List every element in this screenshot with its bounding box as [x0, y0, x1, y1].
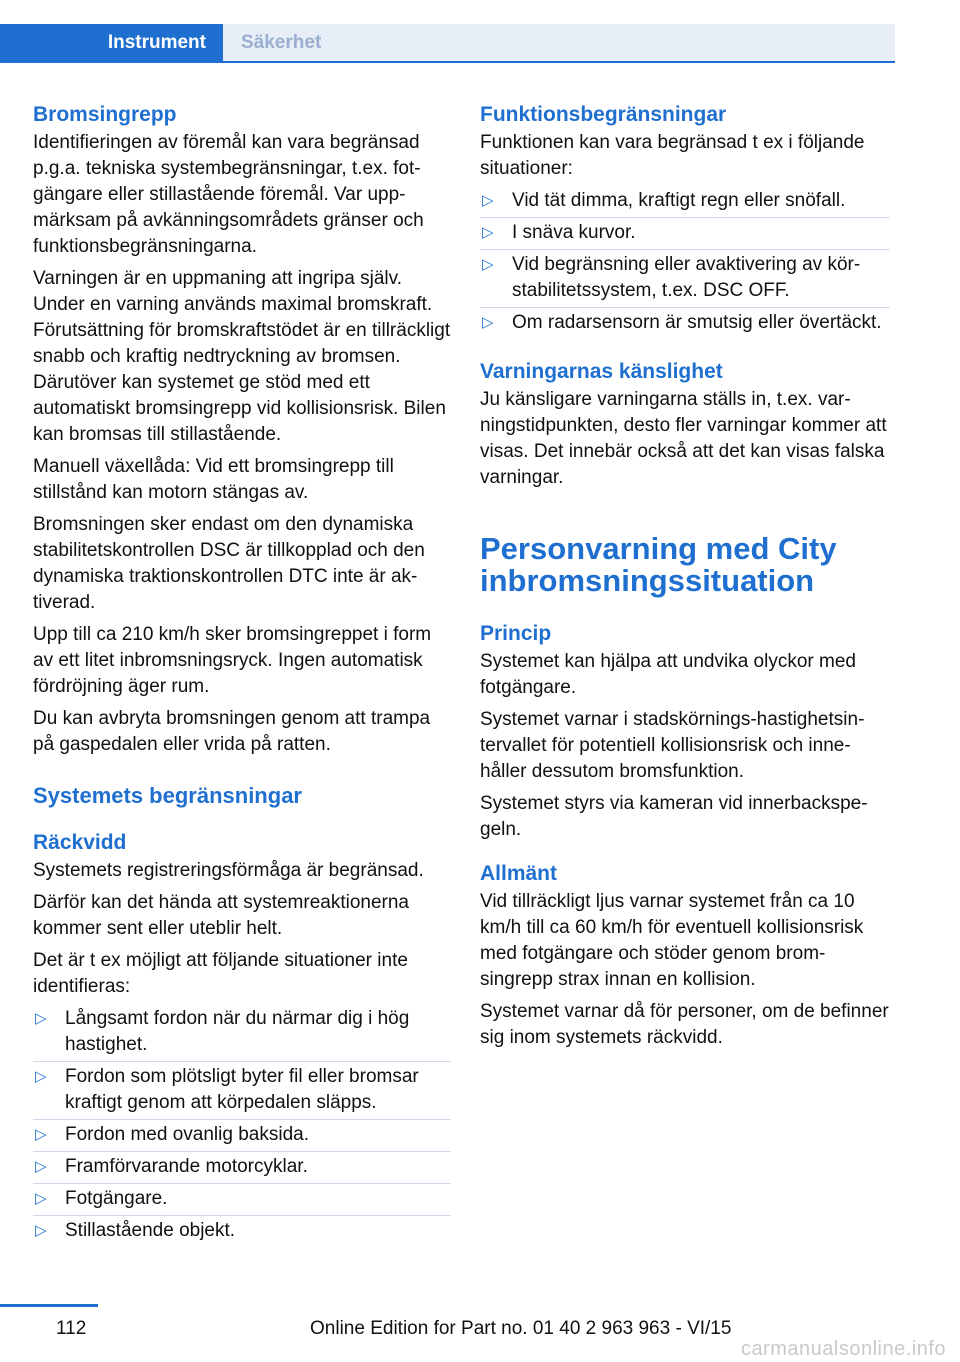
triangle-bullet-icon: ▷	[482, 314, 494, 331]
header-rule	[0, 61, 895, 63]
heading-funktionsbegransningar: Funktionsbegränsningar	[480, 103, 727, 126]
triangle-bullet-icon: ▷	[482, 192, 494, 209]
paragraph: Systemet varnar då för personer, om de befinner sig inom systemets räckvidd.	[480, 1001, 889, 1048]
page-number: 112	[56, 1318, 87, 1339]
tab-instrument[interactable]: Instrument	[0, 24, 223, 61]
left-column	[33, 100, 451, 1247]
watermark: carmanualsonline.info	[740, 1338, 946, 1360]
list-item: ▷ Vid tät dimma, kraftigt regn eller snöfall.	[482, 190, 846, 211]
heading-personvarning: Personvarning med City inbromsningssituation	[480, 531, 837, 598]
paragraph: Manuell växellåda: Vid ett bromsingrepp till stillstånd kan motorn stängas av.	[33, 456, 394, 503]
footer-rule	[0, 1304, 98, 1307]
triangle-bullet-icon: ▷	[482, 224, 494, 241]
heading-varningarnas-kanslighet: Varningarnas känslighet	[480, 360, 723, 383]
heading-bromsingrepp: Bromsingrepp	[33, 103, 177, 126]
paragraph: Upp till ca 210 km/h sker bromsingreppet i form av ett litet inbromsningsryck. Ingen automatisk fördröjning äger rum.	[33, 624, 432, 697]
heading-princip: Princip	[480, 622, 552, 645]
list-item: ▷ Framförvarande motorcyklar.	[33, 1151, 451, 1183]
paragraph: Systemet varnar i stadskörnings-hastighetsintervallet för potentiell kollisionsrisk och innehåller dessutom bromsfunktion.	[480, 709, 865, 782]
tab-sakerhet[interactable]: Säkerhet	[223, 24, 895, 61]
paragraph: Identifieringen av föremål kan vara begränsad p.g.a. tekniska systembegränsningar, t.ex. fotgängare eller stillastående föremål. Var uppmärksam på avkänningsområdets gränser och funktionsbegränsningarna.	[33, 132, 424, 257]
heading-rackvidd: Räckvidd	[33, 831, 127, 854]
list-item: ▷ Fotgängare.	[33, 1183, 451, 1215]
triangle-bullet-icon: ▷	[35, 1158, 47, 1175]
list-item: ▷ I snäva kurvor.	[480, 217, 890, 249]
paragraph: Det är t ex möjligt att följande situationer inte identifieras:	[33, 950, 408, 997]
paragraph: Systemet styrs via kameran vid innerbackspegeln.	[480, 793, 868, 840]
paragraph: Vid tillräckligt ljus varnar systemet från ca 10 km/h till ca 60 km/h för eventuell kollisionsrisk med fotgängare och stöder genom bromsingrepp strax innan en kollision.	[480, 891, 864, 990]
right-column	[480, 100, 890, 1051]
header	[0, 0, 960, 64]
paragraph: Funktionen kan vara begränsad t ex i följande situationer:	[480, 132, 865, 179]
triangle-bullet-icon: ▷	[35, 1190, 47, 1207]
triangle-bullet-icon: ▷	[35, 1126, 47, 1143]
list-item: ▷ Stillastående objekt.	[33, 1215, 451, 1247]
list-item: ▷ Om radarsensorn är smutsig eller övertäckt.	[480, 307, 890, 339]
list-item: ▷ Vid begränsning eller avaktivering av körstabilitetssystem, t.ex. DSC OFF.	[480, 249, 890, 307]
paragraph: Du kan avbryta bromsningen genom att trampa på gaspedalen eller vrida på ratten.	[33, 708, 431, 755]
paragraph: Därför kan det hända att systemreaktionerna kommer sent eller uteblir helt.	[33, 892, 409, 939]
paragraph: Bromsningen sker endast om den dynamiska stabilitetskontrollen DSC är tillkopplad och den dynamiska traktionskontrollen DTC inte är aktiverad.	[33, 514, 425, 613]
paragraph: Ju känsligare varningarna ställs in, t.ex. varningstidpunkten, desto fler varningar kommer att visas. Det innebär också att det kan visas falska varningar.	[480, 389, 887, 488]
paragraph: Varningen är en uppmaning att ingripa själv. Under en varning används maximal bromskraft. Förutsättning för bromskraftstödet är en tillräckligt snabb och kraftig nedtryckning av bromsen. Därutöver kan systemet ge stöd med ett automatiskt bromsingrepp vid kollisionsrisk. Bilen kan bromsas till stillastående.	[33, 268, 451, 445]
triangle-bullet-icon: ▷	[35, 1068, 47, 1085]
situations-list	[33, 1004, 451, 1247]
triangle-bullet-icon: ▷	[482, 256, 494, 273]
triangle-bullet-icon: ▷	[35, 1010, 47, 1027]
paragraph: Systemets registreringsförmåga är begränsad.	[33, 860, 424, 881]
list-item: ▷ Fordon med ovanlig baksida.	[33, 1119, 451, 1151]
heading-systemets-begransningar: Systemets begränsningar	[33, 783, 302, 808]
function-limits-list	[480, 186, 890, 339]
paragraph: Systemet kan hjälpa att undvika olyckor med fotgängare.	[480, 651, 856, 698]
triangle-bullet-icon: ▷	[35, 1222, 47, 1239]
list-item: ▷ Fordon som plötsligt byter fil eller bromsar kraftigt genom att körpedalen släpps.	[33, 1061, 451, 1119]
list-item: ▷ Långsamt fordon när du närmar dig i hög hastighet.	[35, 1008, 410, 1055]
heading-allmant: Allmänt	[480, 862, 558, 885]
edition-text: Online Edition for Part no. 01 40 2 963 963 - VI/15	[310, 1318, 732, 1339]
